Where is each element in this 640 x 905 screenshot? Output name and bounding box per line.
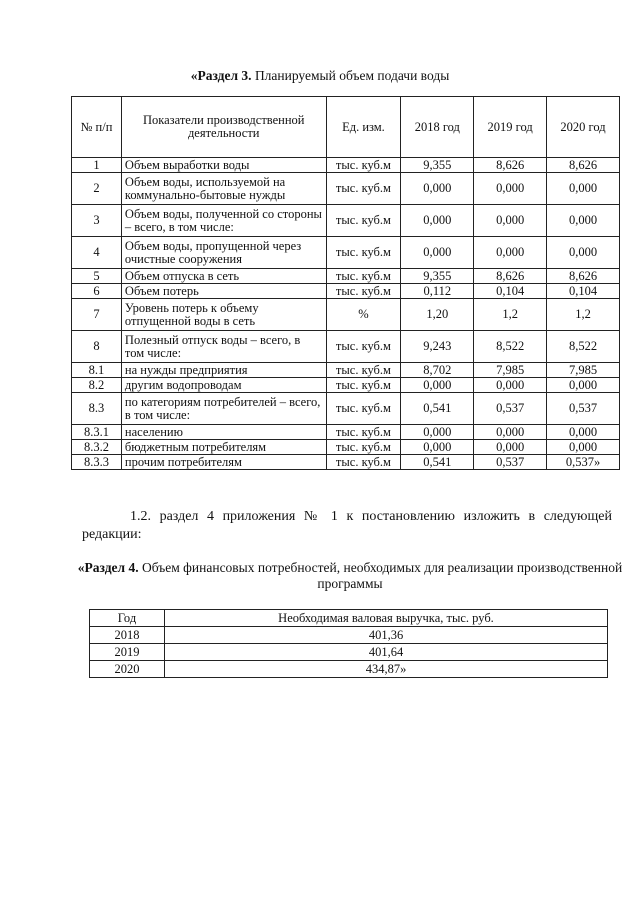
row-year: 2018 — [90, 627, 165, 644]
row-number: 5 — [72, 269, 122, 284]
header-2018: 2018 год — [401, 97, 474, 158]
row-2020: 0,000 — [547, 173, 620, 205]
row-2019: 0,537 — [474, 455, 547, 470]
table-header-row — [90, 610, 608, 627]
section4-title-rest: Объем финансовых потребностей, необходимых для реализации производственной программы — [138, 560, 623, 591]
section3-title — [0, 68, 640, 84]
row-unit: тыс. куб.м — [326, 331, 401, 363]
row-2019: 8,626 — [474, 269, 547, 284]
row-indicator: прочим потребителям — [121, 455, 326, 470]
row-2020: 0,000 — [547, 237, 620, 269]
row-2019: 0,537 — [474, 393, 547, 425]
header-unit: Ед. изм. — [326, 97, 401, 158]
table-header-row — [72, 97, 620, 158]
row-2018: 1,20 — [401, 299, 474, 331]
table-row — [72, 205, 620, 237]
row-2018: 0,000 — [401, 173, 474, 205]
row-2018: 0,000 — [401, 440, 474, 455]
row-revenue: 434,87» — [165, 661, 608, 678]
row-2018: 0,541 — [401, 393, 474, 425]
row-number: 4 — [72, 237, 122, 269]
row-2020: 8,626 — [547, 269, 620, 284]
row-2018: 0,541 — [401, 455, 474, 470]
section4-title-bold: «Раздел 4. — [77, 560, 139, 575]
row-2018: 0,000 — [401, 237, 474, 269]
row-2020: 8,626 — [547, 158, 620, 173]
row-2018: 9,243 — [401, 331, 474, 363]
row-number: 8.1 — [72, 363, 122, 378]
table-row — [72, 269, 620, 284]
row-unit: тыс. куб.м — [326, 425, 401, 440]
row-unit: тыс. куб.м — [326, 205, 401, 237]
row-2020: 7,985 — [547, 363, 620, 378]
row-2020: 0,104 — [547, 284, 620, 299]
row-number: 8 — [72, 331, 122, 363]
row-2020: 1,2 — [547, 299, 620, 331]
header-number: № п/п — [72, 97, 122, 158]
row-2019: 7,985 — [474, 363, 547, 378]
row-revenue: 401,64 — [165, 644, 608, 661]
table-row — [72, 237, 620, 269]
row-2019: 1,2 — [474, 299, 547, 331]
row-2018: 9,355 — [401, 269, 474, 284]
header-year: Год — [90, 610, 165, 627]
row-2018: 9,355 — [401, 158, 474, 173]
row-indicator: бюджетным потребителям — [121, 440, 326, 455]
header-2019: 2019 год — [474, 97, 547, 158]
row-2019: 0,000 — [474, 173, 547, 205]
row-indicator: Объем воды, используемой на коммунально-бытовые нужды — [121, 173, 326, 205]
row-number: 8.3.1 — [72, 425, 122, 440]
table-row — [90, 644, 608, 661]
row-unit: тыс. куб.м — [326, 237, 401, 269]
row-2018: 0,000 — [401, 425, 474, 440]
row-indicator: на нужды предприятия — [121, 363, 326, 378]
row-number: 2 — [72, 173, 122, 205]
row-indicator: населению — [121, 425, 326, 440]
row-indicator: Объем выработки воды — [121, 158, 326, 173]
table-row — [90, 661, 608, 678]
section3-title-rest: Планируемый объем подачи воды — [251, 68, 450, 83]
section3-title-bold: «Раздел 3. — [190, 68, 252, 83]
row-2019: 0,104 — [474, 284, 547, 299]
row-number: 3 — [72, 205, 122, 237]
row-year: 2019 — [90, 644, 165, 661]
row-unit: тыс. куб.м — [326, 378, 401, 393]
table-row — [72, 455, 620, 470]
row-2018: 0,000 — [401, 378, 474, 393]
row-2019: 8,522 — [474, 331, 547, 363]
row-2020: 0,000 — [547, 378, 620, 393]
table-row — [72, 363, 620, 378]
row-number: 8.3.2 — [72, 440, 122, 455]
row-unit: тыс. куб.м — [326, 284, 401, 299]
row-2019: 0,000 — [474, 237, 547, 269]
row-2020: 0,537» — [547, 455, 620, 470]
row-indicator: по категориям потребителей – всего, в том числе: — [121, 393, 326, 425]
section4-title — [60, 560, 640, 592]
row-year: 2020 — [90, 661, 165, 678]
row-number: 1 — [72, 158, 122, 173]
table-row — [72, 425, 620, 440]
row-indicator: Полезный отпуск воды – всего, в том числе: — [121, 331, 326, 363]
row-indicator: Уровень потерь к объему отпущенной воды в сеть — [121, 299, 326, 331]
row-2020: 0,000 — [547, 440, 620, 455]
header-revenue: Необходимая валовая выручка, тыс. руб. — [165, 610, 608, 627]
row-2019: 0,000 — [474, 425, 547, 440]
header-2020: 2020 год — [547, 97, 620, 158]
row-unit: тыс. куб.м — [326, 440, 401, 455]
row-indicator: Объем воды, пропущенной через очистные сооружения — [121, 237, 326, 269]
table-row — [72, 378, 620, 393]
paragraph-text: 1.2. раздел 4 приложения № 1 к постановлению изложить в следующей редакции: — [82, 509, 612, 542]
row-number: 7 — [72, 299, 122, 331]
table-row — [90, 627, 608, 644]
table-row — [72, 284, 620, 299]
row-2019: 0,000 — [474, 205, 547, 237]
table-row — [72, 393, 620, 425]
row-indicator: Объем потерь — [121, 284, 326, 299]
table-row — [72, 173, 620, 205]
row-indicator: другим водопроводам — [121, 378, 326, 393]
table-row — [72, 440, 620, 455]
row-number: 8.3 — [72, 393, 122, 425]
row-number: 6 — [72, 284, 122, 299]
row-2018: 0,000 — [401, 205, 474, 237]
row-unit: тыс. куб.м — [326, 455, 401, 470]
table-row — [72, 331, 620, 363]
row-number: 8.2 — [72, 378, 122, 393]
water-supply-table — [71, 96, 620, 470]
row-indicator: Объем воды, полученной со стороны – всего, в том числе: — [121, 205, 326, 237]
row-unit: % — [326, 299, 401, 331]
row-number: 8.3.3 — [72, 455, 122, 470]
row-2020: 0,000 — [547, 205, 620, 237]
row-unit: тыс. куб.м — [326, 158, 401, 173]
row-2018: 0,112 — [401, 284, 474, 299]
row-2019: 0,000 — [474, 440, 547, 455]
table-row — [72, 158, 620, 173]
financial-needs-table — [89, 609, 608, 678]
header-indicator: Показатели производственной деятельности — [121, 97, 326, 158]
row-2019: 8,626 — [474, 158, 547, 173]
row-2020: 0,000 — [547, 425, 620, 440]
paragraph-1-2 — [82, 508, 612, 544]
row-unit: тыс. куб.м — [326, 363, 401, 378]
row-2018: 8,702 — [401, 363, 474, 378]
row-2019: 0,000 — [474, 378, 547, 393]
row-revenue: 401,36 — [165, 627, 608, 644]
row-indicator: Объем отпуска в сеть — [121, 269, 326, 284]
row-2020: 8,522 — [547, 331, 620, 363]
row-2020: 0,537 — [547, 393, 620, 425]
row-unit: тыс. куб.м — [326, 173, 401, 205]
row-unit: тыс. куб.м — [326, 269, 401, 284]
table-row — [72, 299, 620, 331]
row-unit: тыс. куб.м — [326, 393, 401, 425]
